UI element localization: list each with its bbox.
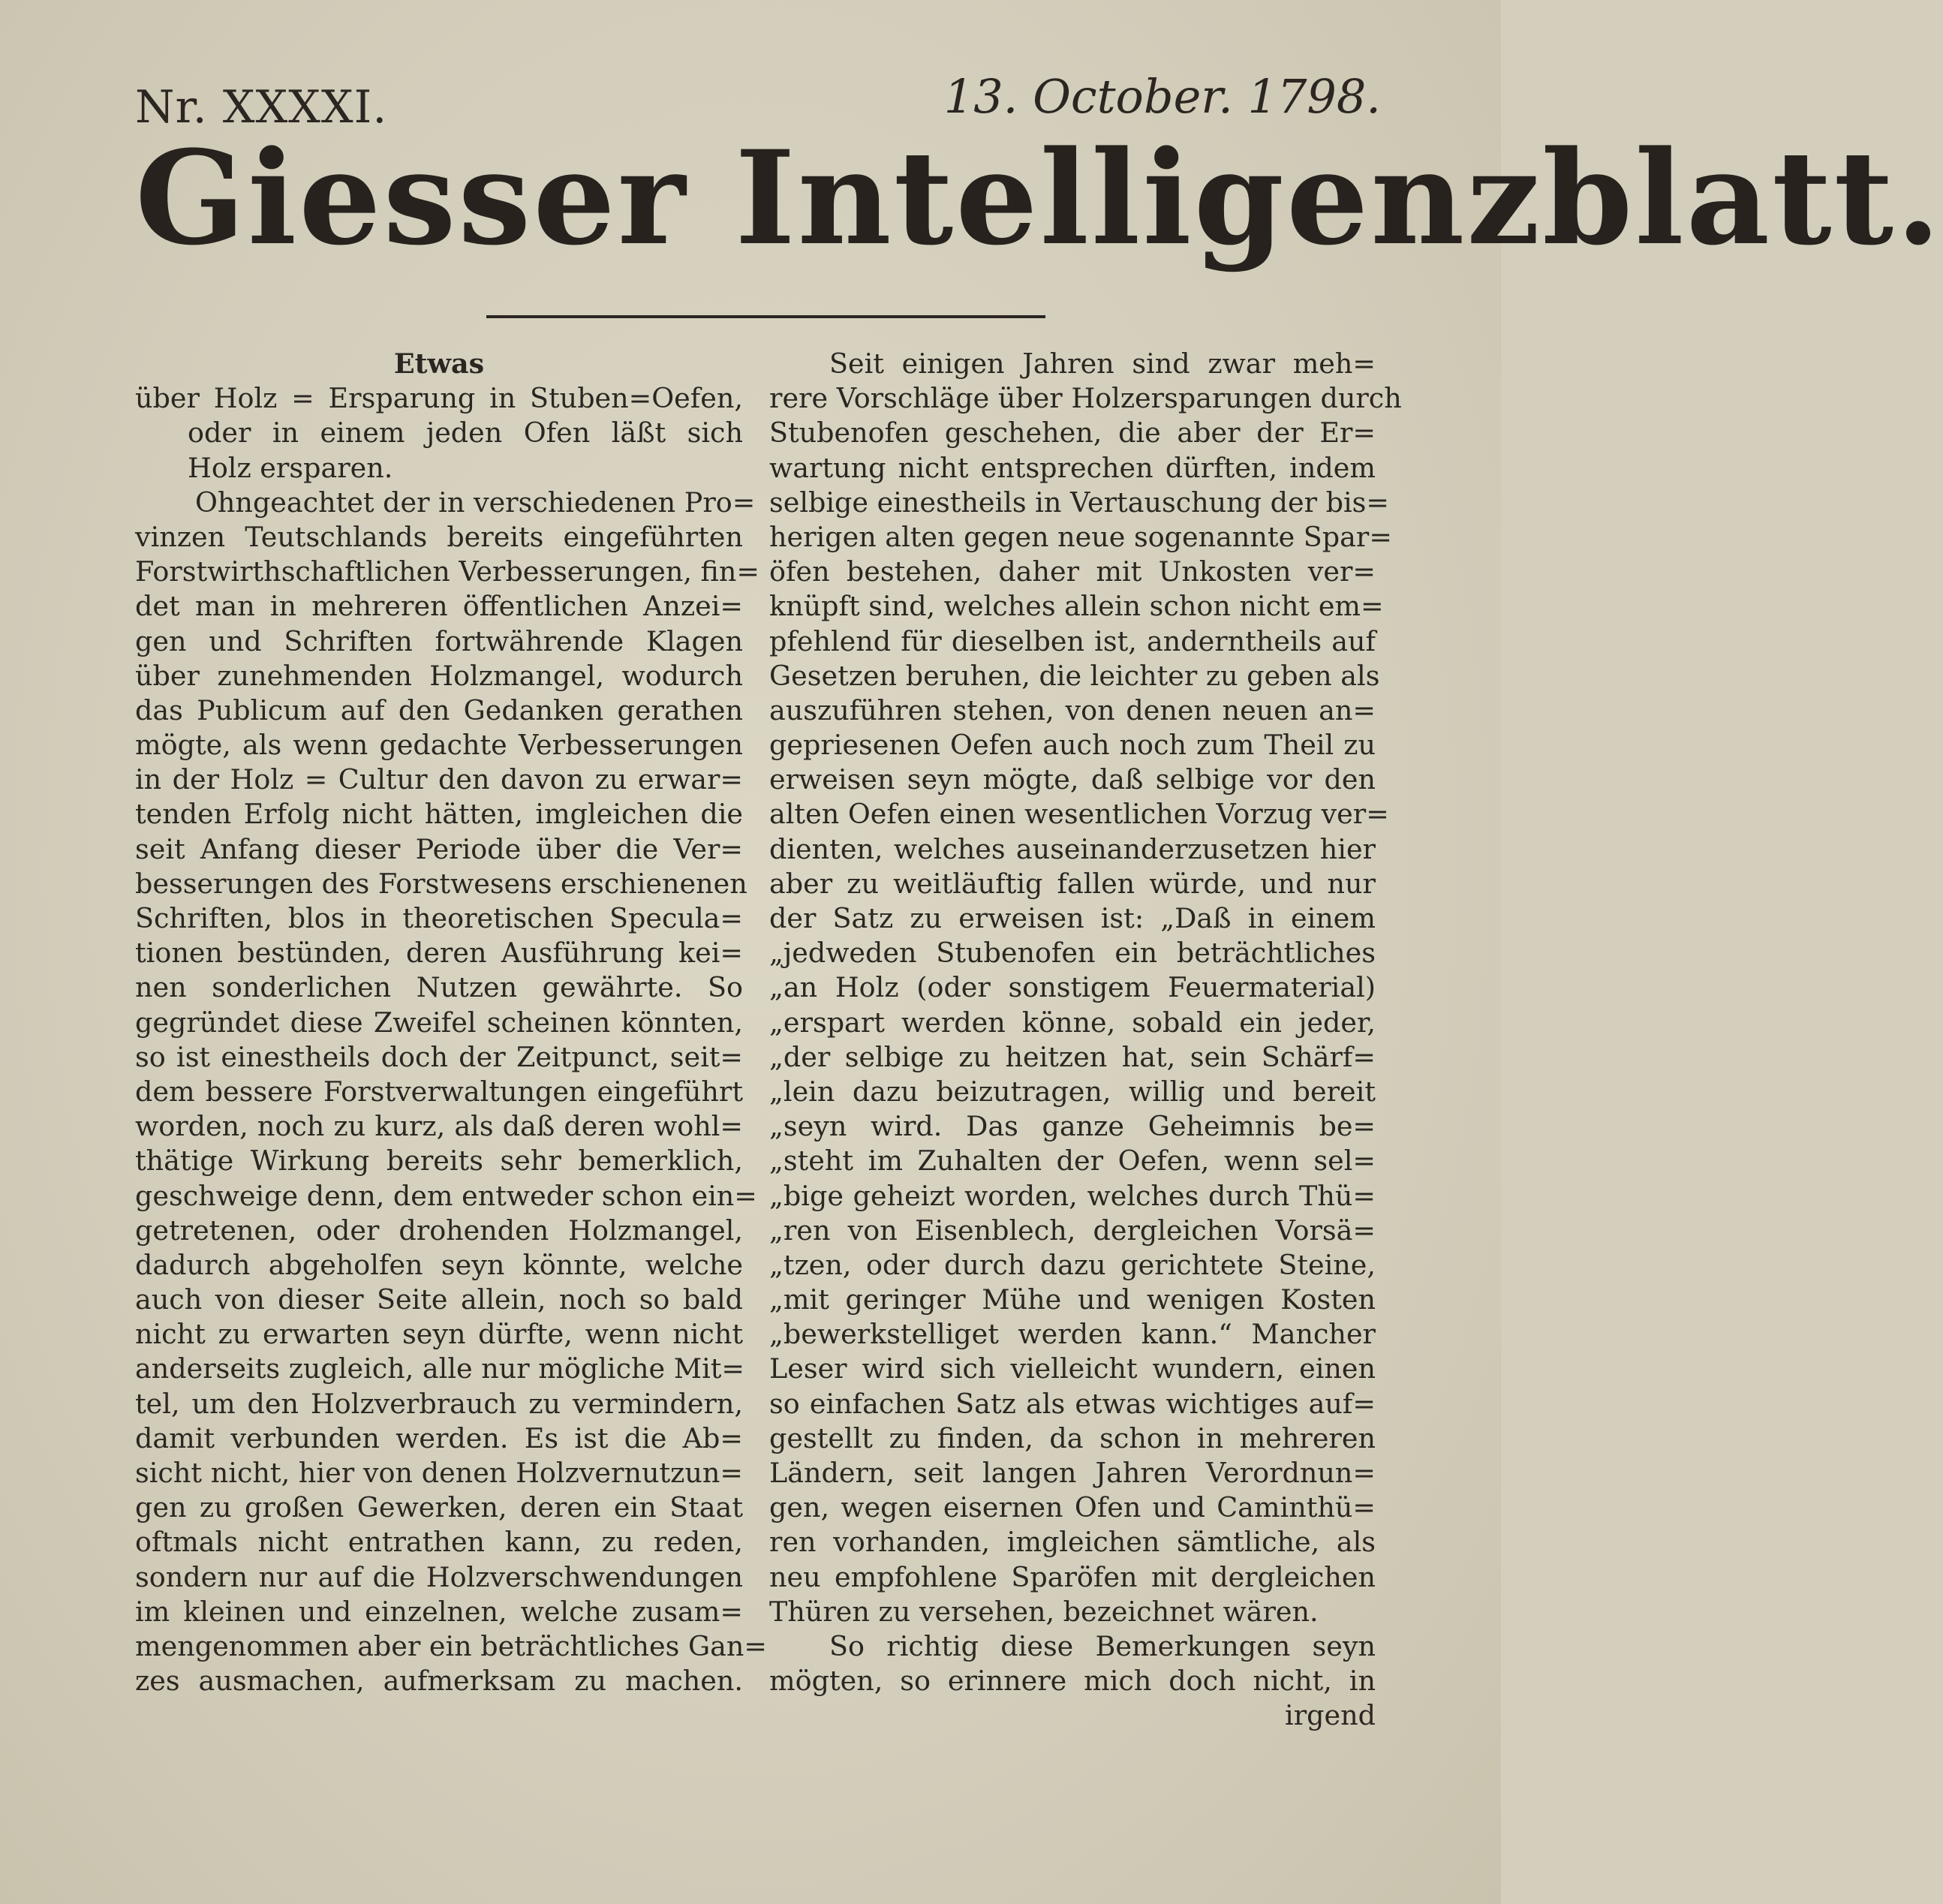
masthead-title: Giesser Intelligenzblatt. [135, 122, 1943, 274]
text-line: tionen bestünden, deren Ausführung kei= [135, 937, 743, 970]
text-line: aber zu weitläuftig fallen würde, und nur [769, 867, 1376, 900]
title-rule [486, 315, 1045, 318]
text-line: worden, noch zu kurz, als daß deren wohl= [135, 1110, 743, 1143]
left-body [135, 486, 767, 1699]
text-line: geschweige denn, dem entweder schon ein= [135, 1179, 757, 1212]
text-line: So richtig diese Bemerkungen seyn [829, 1629, 1376, 1662]
text-line: mögte, als wenn gedachte Verbesserungen [135, 729, 743, 762]
text-line: mögten, so erinnere mich doch nicht, in [769, 1665, 1376, 1698]
text-line: dem bessere Forstverwaltungen eingeführt [135, 1075, 743, 1108]
text-line: rere Vorschläge über Holzersparungen durch [769, 382, 1402, 415]
article-subheading-line: Holz ersparen. [188, 451, 393, 484]
text-line: tenden Erfolg nicht hätten, imgleichen die [135, 798, 743, 831]
text-line: gen zu großen Gewerken, deren ein Staat [135, 1491, 743, 1524]
text-line: sondern nur auf die Holzverschwendungen [135, 1560, 743, 1593]
text-line: der Satz zu erweisen ist: „Daß in einem [769, 902, 1376, 934]
text-line: auszuführen stehen, von denen neuen an= [769, 693, 1376, 726]
text-line: gepriesenen Oefen auch noch zum Theil zu [769, 729, 1376, 762]
column-left [135, 347, 767, 1698]
text-line: nicht zu erwarten seyn dürfte, wenn nicht [135, 1318, 743, 1351]
text-line: selbige einestheils in Vertauschung der bis= [769, 486, 1389, 519]
text-line: „jedweden Stubenofen ein beträchtliches [769, 937, 1376, 970]
text-line: seit Anfang dieser Periode über die Ver= [135, 832, 743, 865]
text-line: knüpft sind, welches allein schon nicht em= [769, 590, 1384, 623]
text-line: Leser wird sich vielleicht wundern, einen [769, 1352, 1376, 1385]
text-line: „mit geringer Mühe und wenigen Kosten [769, 1283, 1376, 1316]
text-line: auch von dieser Seite allein, noch so bald [135, 1283, 743, 1316]
text-line: „lein dazu beizutragen, willig und bereit [769, 1075, 1376, 1108]
text-line: damit verbunden werden. Es ist die Ab= [135, 1421, 743, 1454]
text-line: „tzen, oder durch dazu gerichtete Steine, [769, 1248, 1376, 1281]
text-line: „erspart werden könne, sobald ein jeder, [769, 1006, 1376, 1039]
text-line: mengenommen aber ein beträchtliches Gan= [135, 1629, 767, 1662]
article-subheading-line: über Holz = Ersparung in Stuben=Oefen, [135, 382, 743, 415]
text-line: gestellt zu finden, da schon in mehreren [769, 1421, 1376, 1454]
text-line: wartung nicht entsprechen dürften, indem [769, 451, 1376, 484]
text-line: alten Oefen einen wesentlichen Vorzug ver= [769, 798, 1389, 831]
text-line: Schriften, blos in theoretischen Specula= [135, 902, 743, 934]
article-subheading-line: oder in einem jeden Ofen läßt sich [188, 417, 743, 450]
article-heading: Etwas [393, 347, 485, 380]
text-line: zes ausmachen, aufmerksam zu machen. [135, 1665, 743, 1698]
text-line: erweisen seyn mögte, daß selbige vor den [769, 763, 1376, 796]
text-line: in der Holz = Cultur den davon zu erwar= [135, 763, 743, 796]
text-line: Seit einigen Jahren sind zwar meh= [829, 347, 1376, 380]
text-line: Stubenofen geschehen, die aber der Er= [769, 417, 1376, 450]
text-line: vinzen Teutschlands bereits eingeführten [135, 520, 743, 553]
text-line: Thüren zu versehen, bezeichnet wären. [769, 1595, 1319, 1628]
text-line: das Publicum auf den Gedanken gerathen [135, 693, 743, 726]
text-line: thätige Wirkung bereits sehr bemerklich, [135, 1145, 743, 1178]
text-line: gen, wegen eisernen Ofen und Caminthü= [769, 1491, 1376, 1524]
text-line: besserungen des Forstwesens erschienenen [135, 867, 747, 900]
text-line: „der selbige zu heitzen hat, sein Schärf= [769, 1040, 1376, 1073]
text-line: „seyn wird. Das ganze Geheimnis be= [769, 1110, 1376, 1143]
text-line: gen und Schriften fortwährende Klagen [135, 624, 743, 657]
text-line: tel, um den Holzverbrauch zu vermindern, [135, 1387, 743, 1420]
issue-date: 13. October. 1798. [943, 69, 1381, 124]
column-right [769, 347, 1402, 1734]
text-line: sicht nicht, hier von denen Holzvernutzun= [135, 1457, 743, 1489]
text-line: oftmals nicht entrathen kann, zu reden, [135, 1526, 743, 1559]
catchword: irgend [1285, 1699, 1376, 1732]
text-line: so ist einestheils doch der Zeitpunct, seit= [135, 1040, 743, 1073]
text-line: im kleinen und einzelnen, welche zusam= [135, 1595, 743, 1628]
text-line: „an Holz (oder sonstigem Feuermaterial) [769, 971, 1376, 1004]
issue-number: Nr. XXXXI. [135, 81, 388, 134]
text-line: über zunehmenden Holzmangel, wodurch [135, 659, 743, 692]
text-line: dienten, welches auseinanderzusetzen hier [769, 832, 1376, 865]
text-line: dadurch abgeholfen seyn könnte, welche [135, 1248, 743, 1281]
text-line: Ländern, seit langen Jahren Verordnun= [769, 1457, 1376, 1489]
text-line: Ohngeachtet der in verschiedenen Pro= [195, 486, 756, 519]
text-line: „bewerkstelliget werden kann.“ Mancher [769, 1318, 1376, 1351]
text-line: herigen alten gegen neue sogenannte Spar= [769, 520, 1392, 553]
text-line: gegründet diese Zweifel scheinen könnten, [135, 1006, 743, 1039]
text-line: Forstwirthschaftlichen Verbesserungen, fin= [135, 555, 759, 588]
text-line: Gesetzen beruhen, die leichter zu geben als [769, 659, 1380, 692]
text-line: „ren von Eisenblech, dergleichen Vorsä= [769, 1214, 1376, 1247]
text-line: „steht im Zuhalten der Oefen, wenn sel= [769, 1145, 1376, 1178]
text-line: ren vorhanden, imgleichen sämtliche, als [769, 1526, 1376, 1559]
text-line: nen sonderlichen Nutzen gewährte. So [135, 971, 743, 1004]
text-line: pfehlend für dieselben ist, anderntheils auf [769, 624, 1376, 657]
text-line: neu empfohlene Sparöfen mit dergleichen [769, 1560, 1376, 1593]
text-line: öfen bestehen, daher mit Unkosten ver= [769, 555, 1376, 588]
text-line: so einfachen Satz als etwas wichtiges auf= [769, 1387, 1376, 1420]
text-line: „bige geheizt worden, welches durch Thü= [769, 1179, 1376, 1212]
text-line: getretenen, oder drohenden Holzmangel, [135, 1214, 743, 1247]
text-line: det man in mehreren öffentlichen Anzei= [135, 590, 743, 623]
text-line: anderseits zugleich, alle nur mögliche Mit= [135, 1352, 745, 1385]
